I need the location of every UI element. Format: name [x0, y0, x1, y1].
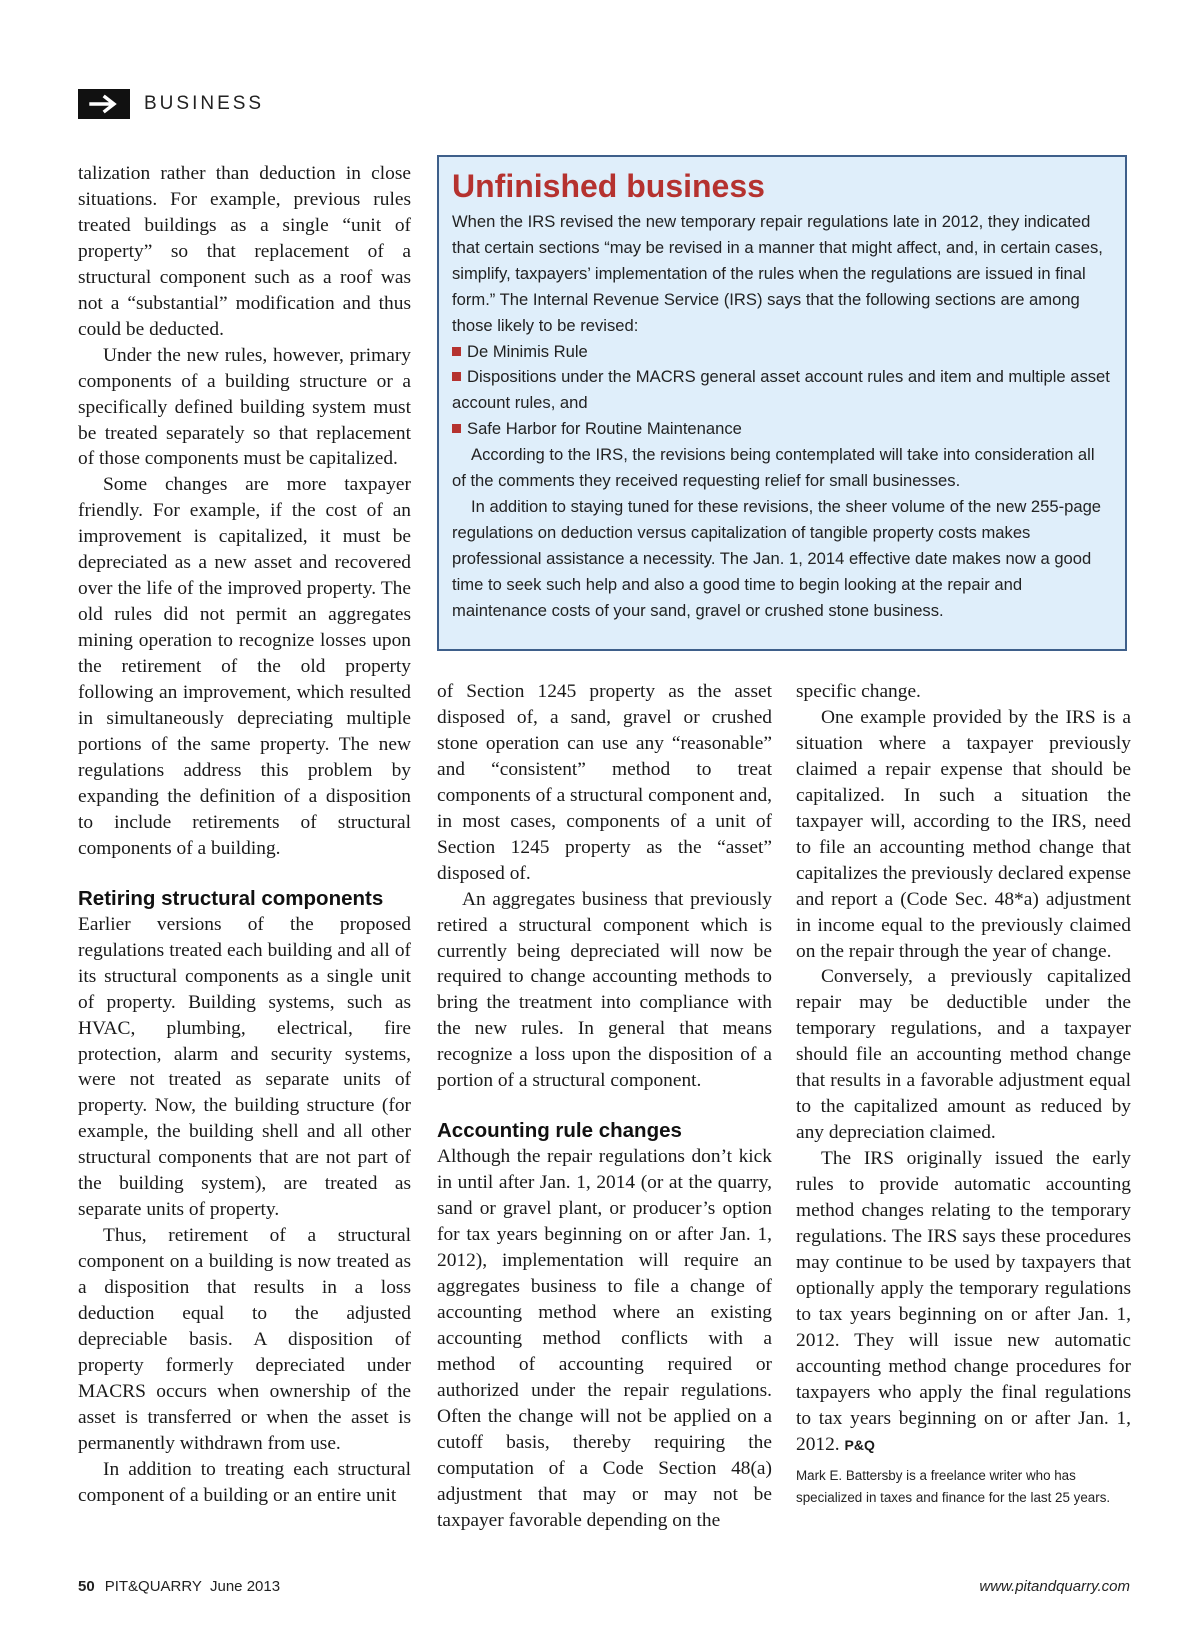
sidebar-intro: When the IRS revised the new temporary repair regulations late in 2012, they indicated that certain sections “may be revised in a manner that might affect, and, in certain cases, simplify, taxpayers’ implementation of the rules when the regulations are issued in final form.” The Internal Revenue Service (IRS) says that the following sections are among those likely to be revised: [452, 212, 1103, 335]
footer-folio [78, 1578, 280, 1595]
square-bullet-icon [452, 424, 461, 433]
sidebar-bullet-2 [452, 364, 1111, 416]
article-column-3 [796, 679, 1131, 1509]
sidebar-paragraph-3: In addition to staying tuned for these revisions, the sheer volume of the new 255-page regulations on deduction versus capitalization of tangible property costs makes professional assistance a necessity. The Jan. 1, 2014 effective date makes now a good time to seek such help and also a good time to begin looking at the repair and maintenance costs of your sand, gravel or crushed stone business. [452, 496, 1102, 620]
col1-paragraph-1: talization rather than deduction in close situations. For example, previous rules treated buildings as a single “unit of property” so that replacement of a structural component such as a roof was not a “substantial” modification and thus could be deducted. [78, 163, 411, 340]
arrow-glyph [89, 94, 119, 114]
heading-retiring-structural-components: Retiring structural components [78, 886, 384, 910]
article-column-1 [78, 161, 411, 1509]
col2-paragraph-3: Although the repair regulations don’t kick in until after Jan. 1, 2014 (or at the quarry, sand or gravel plant, or producer’s option for tax years beginning on or after Jan. 1, 2012), implementation will require an aggregates business to file a change of accounting method where an existing accounting method conflicts with a method of accounting required or authorized under the repair regulations. Often the change will not be applied on a cutoff basis, thereby requiring the computation of a Code Section 48(a) adjustment that may or may not be taxpayer favorable depending on the [437, 1146, 772, 1531]
bullet-text: De Minimis Rule [467, 341, 588, 361]
sidebar-bullet-1 [452, 339, 1111, 365]
sidebar-bullet-list [452, 339, 1111, 443]
signoff-mark: P&Q [844, 1436, 875, 1453]
col3-paragraph-2: One example provided by the IRS is a situation where a taxpayer previously claimed a repair expense that should be capitalized. In such a situation the taxpayer will, according to the IRS, need to file an accounting method change that capitalizes the previously declared expense and report a (Code Sec. 48*a) adjustment in income equal to the previously claimed on the repair through the year of change. [796, 706, 1131, 962]
col3-paragraph-4 [796, 1146, 1131, 1458]
section-header [78, 87, 264, 121]
sidebar-paragraph-2: According to the IRS, the revisions being contemplated will take into consideration all of the comments they received requesting relief for small businesses. [452, 445, 1095, 491]
col1-paragraph-3: Some changes are more taxpayer friendly. For example, if the cost of an improvement is capitalized, it must be depreciated as a new asset and recovered over the life of the improved property. The old rules did not permit an aggregates mining operation to recognize losses upon the retirement of the old property following an improvement, which resulted in simultaneously depreciating multiple portions of the same property. The new regulations address this problem by expanding the definition of a disposition to include retirements of structural components of a building. [78, 474, 411, 859]
col2-paragraph-2: An aggregates business that previously retired a structural component which is currently being depreciated will now be required to change accounting methods to bring the treatment into compliance with the new rules. In general that means recognize a loss upon the disposition of a portion of a structural component. [437, 888, 772, 1092]
bullet-text: Safe Harbor for Routine Maintenance [467, 419, 742, 439]
footer-website[interactable]: www.pitandquarry.com [979, 1578, 1130, 1595]
square-bullet-icon [452, 372, 461, 381]
publication-date: PIT&QUARRY June 2013 [104, 1578, 281, 1595]
col3-paragraph-3: Conversely, a previously capitalized repair may be deductible under the temporary regulations, and a taxpayer should file an accounting method change that results in a favorable adjustment equal to the capitalized amount as reduced by any depreciation claimed. [796, 966, 1131, 1144]
heading-accounting-rule-changes: Accounting rule changes [437, 1119, 682, 1143]
col1-paragraph-5: Thus, retirement of a structural component on a building is now treated as a disposition that results in a loss deduction equal to the adjusted depreciable basis. A disposition of property formerly depreciated under MACRS occurs when ownership of the asset is transferred or when the asset is permanently withdrawn from use. [78, 1225, 411, 1454]
page-number: 50 [78, 1578, 95, 1595]
square-bullet-icon [452, 347, 461, 356]
sidebar-body [452, 209, 1111, 624]
bullet-text: Dispositions under the MACRS general asset account rules and item and multiple asset account rules, and [452, 367, 1110, 413]
col1-paragraph-6: In addition to treating each structural component of a building or an entire unit [78, 1458, 411, 1506]
col1-paragraph-4: Earlier versions of the proposed regulations treated each building and all of its structural components as a single unit of property. Building systems, such as HVAC, plumbing, electrical, fire protection, alarm and security systems, were not treated as separate units of property. Now, the building structure (for example, the building shell and all other structural components that are not part of the building system), are treated as separate units of property. [78, 913, 411, 1221]
article-column-2 [437, 679, 772, 1534]
sidebar-unfinished-business [437, 155, 1127, 651]
author-bio: Mark E. Battersby is a freelance writer who has specialized in taxes and finance for the last 25 years. [796, 1467, 1111, 1505]
right-arrow-icon [78, 89, 130, 119]
col2-paragraph-1: of Section 1245 property as the asset disposed of, a sand, gravel or crushed stone operation can use any “reasonable” and “consistent” method to treat components of a structural component and, in most cases, components of a unit of Section 1245 property as the “asset” disposed of. [437, 681, 772, 884]
col3-paragraph-4-text: The IRS originally issued the early rules to provide automatic accounting method changes relating to the temporary regulations. The IRS says these procedures may continue to be used by taxpayers that optionally apply the temporary regulations to tax years beginning on or after Jan. 1, 2012. They will issue new automatic accounting method change procedures for taxpayers who apply the final regulations to tax years beginning on or after Jan. 1, 2012. [796, 1148, 1131, 1455]
col3-paragraph-1: specific change. [796, 681, 921, 702]
col1-paragraph-2: Under the new rules, however, primary components of a building structure or a specifically defined building system must be treated separately so that replacement of those components must be capitalized. [78, 344, 411, 470]
sidebar-title: Unfinished business [452, 168, 765, 204]
sidebar-bullet-3 [452, 416, 1111, 442]
section-label: BUSINESS [144, 93, 265, 114]
